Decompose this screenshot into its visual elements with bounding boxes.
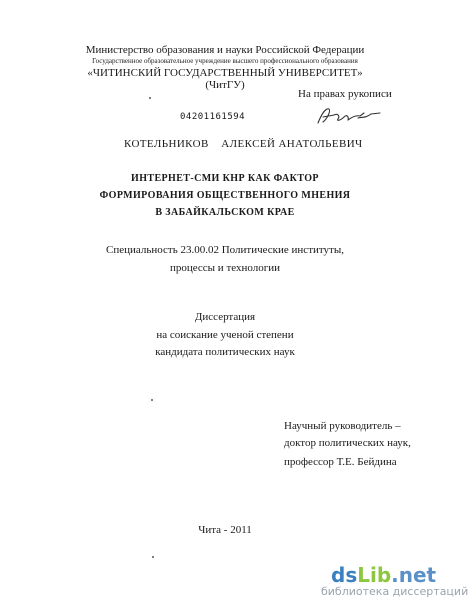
scan-dot [151,399,153,401]
city-year: Чита - 2011 [198,524,252,536]
degree-line-2: кандидата политических наук [155,346,295,358]
logo-ds: ds [331,563,358,587]
svg-text:dsLib.net [331,563,437,587]
author-name: КОТЕЛЬНИКОВ АЛЕКСЕЙ АНАТОЛЬЕВИЧ [124,138,363,150]
university-abbreviation: (ЧитГУ) [205,79,245,91]
thesis-title-line-2: ФОРМИРОВАНИЯ ОБЩЕСТВЕННОГО МНЕНИЯ [99,190,351,201]
thesis-title-line-3: В ЗАБАЙКАЛЬСКОМ КРАЕ [155,207,295,218]
rights-note: На правах рукописи [298,88,392,100]
scan-dot [152,556,154,558]
registry-code: 04201161594 [180,112,246,122]
degree-line-1: на соискание ученой степени [156,329,294,341]
dissertation-label: Диссертация [194,311,256,323]
ministry-line: Министерство образования и науки Российской Федерации [85,44,365,56]
dslib-logo [331,564,441,586]
handwritten-signature [314,104,384,128]
supervisor-name: профессор Т.Е. Бейдина [284,456,397,468]
institution-type-line: Государственное образовательное учреждение высшего профессионального образования [92,57,358,65]
university-name: «ЧИТИНСКИЙ ГОСУДАРСТВЕННЫЙ УНИВЕРСИТЕТ» [87,67,363,79]
specialty-line-1: Специальность 23.00.02 Политические институты, [106,244,344,256]
supervisor-degree: доктор политических наук, [284,437,411,449]
watermark-tagline: библиотека диссертаций [321,585,468,598]
thesis-title-line-1: ИНТЕРНЕТ-СМИ КНР КАК ФАКТОР [131,173,319,184]
supervisor-label: Научный руководитель – [284,420,401,432]
scan-dot [149,97,151,99]
logo-net: .net [391,563,437,587]
logo-lib: Lib [357,563,392,587]
specialty-line-2: процессы и технологии [169,262,281,274]
